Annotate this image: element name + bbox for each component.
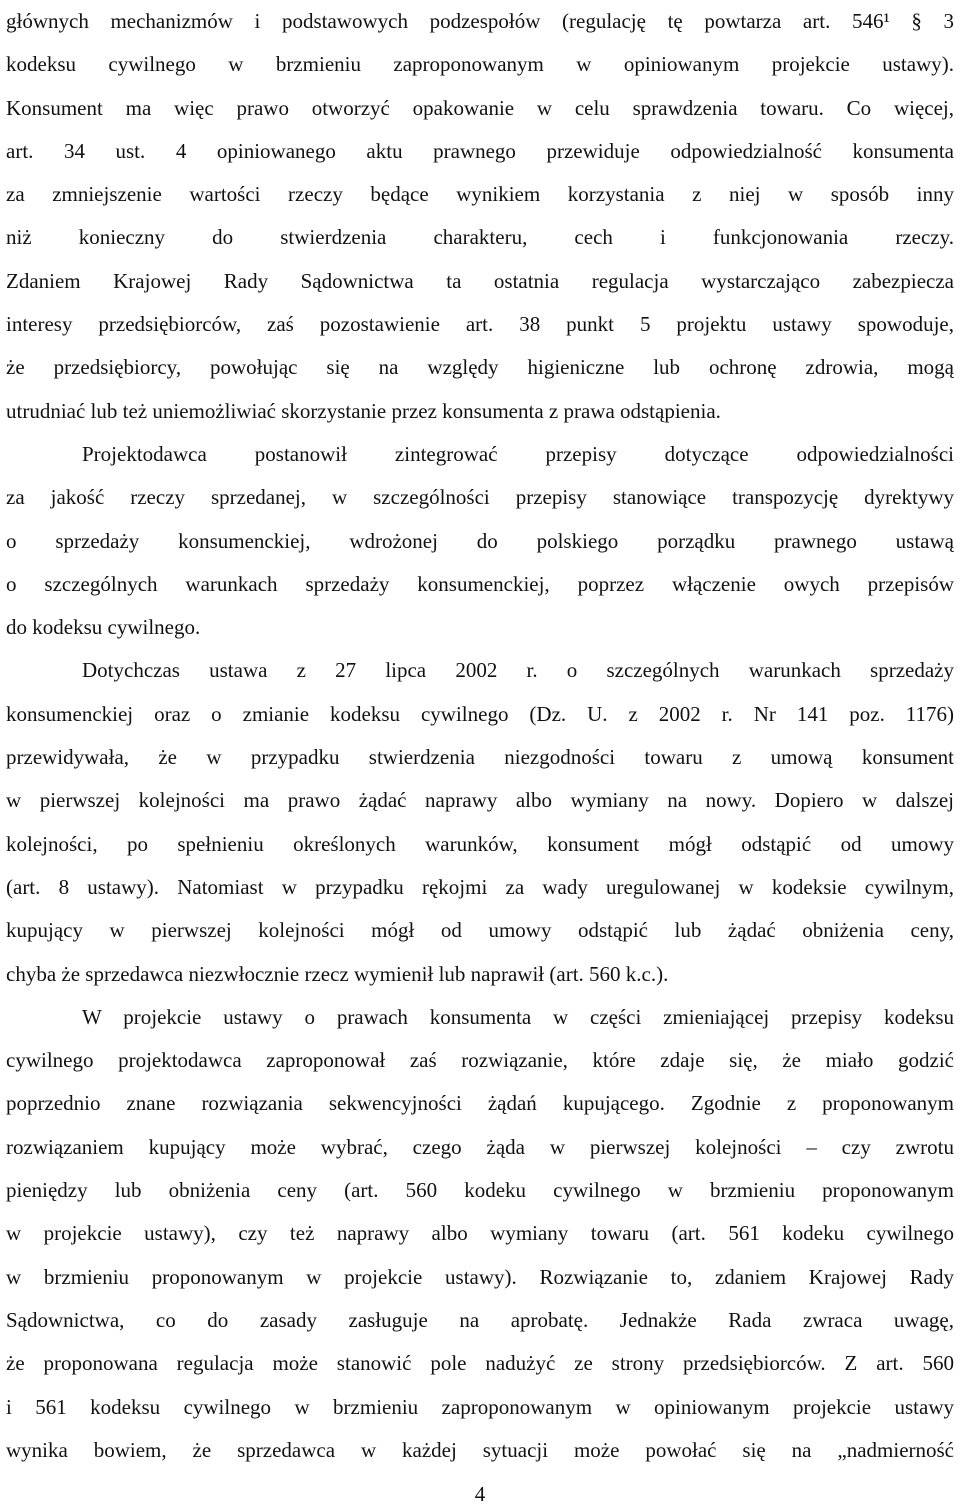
text-line: kupujący w pierwszej kolejności mógł od umowy odstąpić lub żądać obniżenia ceny, [6, 918, 954, 943]
page-number: 4 [474, 1482, 486, 1506]
text-line: w projekcie ustawy), czy też naprawy albo wymiany towaru (art. 561 kodeku cywilnego [6, 1221, 954, 1246]
text-line: o sprzedaży konsumenckiej, wdrożonej do polskiego porządku prawnego ustawą [6, 528, 954, 553]
text-line: że proponowana regulacja może stanowić pole nadużyć ze strony przedsiębiorców. Z art. 560 [6, 1351, 954, 1376]
text-line: (art. 8 ustawy). Natomiast w przypadku rękojmi za wady uregulowanej w kodeksie cywilnym, [6, 874, 954, 899]
text-line: Dotychczas ustawa z 27 lipca 2002 r. o szczególnych warunkach sprzedaży [82, 658, 954, 683]
text-line: kodeksu cywilnego w brzmieniu zaproponowanym w opiniowanym projekcie ustawy). [6, 52, 954, 77]
text-line: utrudniać lub też uniemożliwiać skorzystanie przez konsumenta z prawa odstąpienia. [6, 398, 721, 423]
text-line: cywilnego projektodawca zaproponował zaś rozwiązanie, które zdaje się, że miało godzić [6, 1048, 954, 1073]
text-line: wynika bowiem, że sprzedawca w każdej sytuacji może powołać się na „nadmierność [6, 1437, 954, 1462]
text-line: że przedsiębiorcy, powołując się na względy higieniczne lub ochronę zdrowia, mogą [6, 355, 954, 380]
text-line: Konsument ma więc prawo otworzyć opakowanie w celu sprawdzenia towaru. Co więcej, [6, 95, 954, 120]
text-line: za jakość rzeczy sprzedanej, w szczególności przepisy stanowiące transpozycję dyrektywy [6, 485, 954, 510]
text-line: Zdaniem Krajowej Rady Sądownictwa ta ostatnia regulacja wystarczająco zabezpiecza [6, 268, 954, 293]
text-line: o szczególnych warunkach sprzedaży konsumenckiej, poprzez włączenie owych przepisów [6, 571, 954, 596]
text-line: i 561 kodeksu cywilnego w brzmieniu zaproponowanym w opiniowanym projekcie ustawy [6, 1394, 954, 1419]
text-line: niż konieczny do stwierdzenia charakteru, cech i funkcjonowania rzeczy. [6, 225, 954, 250]
text-line: przewidywała, że w przypadku stwierdzenia niezgodności towaru z umową konsument [6, 745, 954, 770]
body-text [6, 0, 954, 1472]
text-line: za zmniejszenie wartości rzeczy będące wynikiem korzystania z niej w sposób inny [6, 182, 954, 207]
text-line: do kodeksu cywilnego. [6, 615, 201, 640]
text-line: Projektodawca postanowił zintegrować przepisy dotyczące odpowiedzialności [82, 441, 954, 466]
text-line: chyba że sprzedawca niezwłocznie rzecz wymienił lub naprawił (art. 560 k.c.). [6, 961, 669, 986]
text-line: poprzednio znane rozwiązania sekwencyjności żądań kupującego. Zgodnie z proponowanym [6, 1091, 954, 1116]
text-line: głównych mechanizmów i podstawowych podzespołów (regulację tę powtarza art. 546¹ § 3 [6, 9, 954, 33]
text-line: W projekcie ustawy o prawach konsumenta w części zmieniającej przepisy kodeksu [82, 1004, 954, 1029]
text-line: rozwiązaniem kupujący może wybrać, czego żąda w pierwszej kolejności – czy zwrotu [6, 1134, 954, 1159]
text-line: w pierwszej kolejności ma prawo żądać naprawy albo wymiany na nowy. Dopiero w dalszej [6, 788, 954, 813]
text-line: pieniędzy lub obniżenia ceny (art. 560 kodeku cywilnego w brzmieniu proponowanym [6, 1178, 954, 1203]
text-line: Sądownictwa, co do zasady zasługuje na aprobatę. Jednakże Rada zwraca uwagę, [6, 1307, 954, 1332]
text-line: w brzmieniu proponowanym w projekcie ustawy). Rozwiązanie to, zdaniem Krajowej Rady [6, 1264, 954, 1289]
text-line: kolejności, po spełnieniu określonych warunków, konsument mógł odstąpić od umowy [6, 831, 954, 856]
text-line: interesy przedsiębiorców, zaś pozostawienie art. 38 punkt 5 projektu ustawy spowoduje, [6, 312, 954, 337]
text-line: konsumenckiej oraz o zmianie kodeksu cywilnego (Dz. U. z 2002 r. Nr 141 poz. 1176) [6, 701, 954, 726]
text-line: art. 34 ust. 4 opiniowanego aktu prawnego przewiduje odpowiedzialność konsumenta [6, 138, 954, 163]
